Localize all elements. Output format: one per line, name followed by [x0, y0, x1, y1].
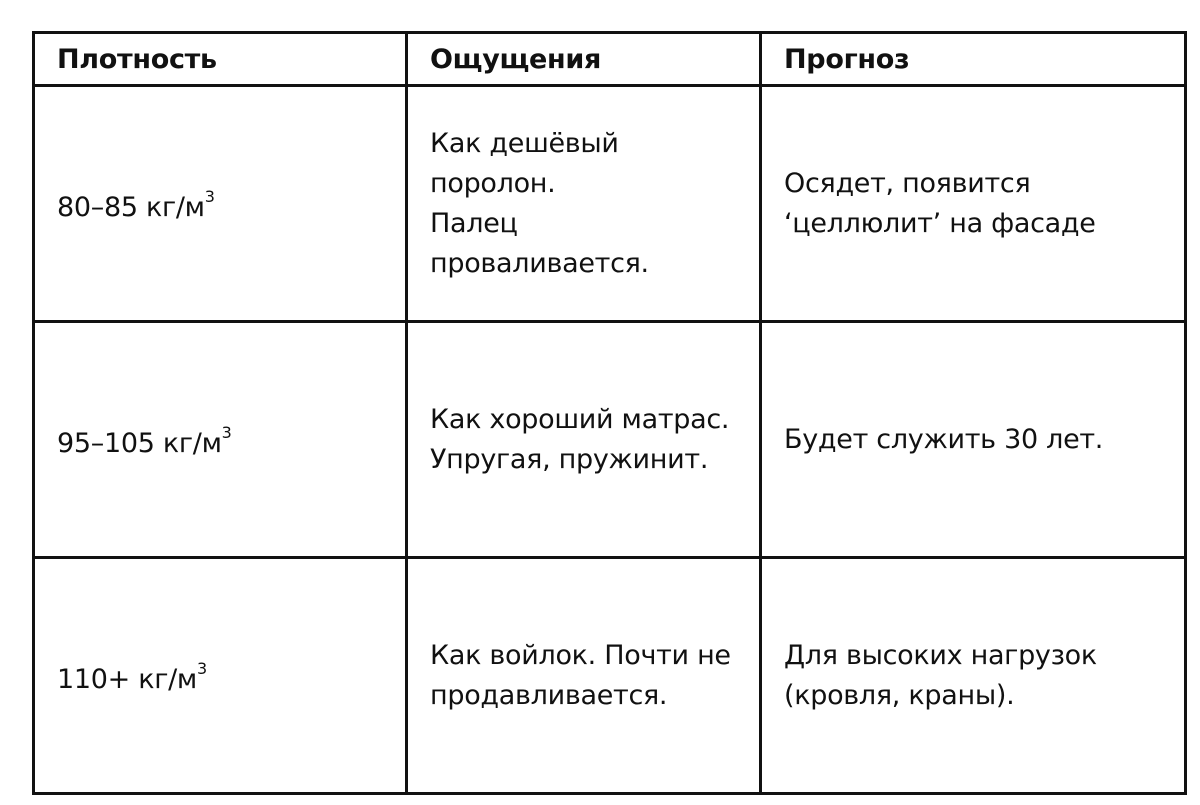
density-unit-power: 3 [221, 422, 232, 442]
forecast-cell [761, 86, 1186, 322]
density-cell [34, 86, 407, 322]
feel-text: Как хороший матрас. Упругая, пружинит. [430, 403, 730, 475]
density-cell [34, 558, 407, 794]
density-cell [34, 322, 407, 558]
density-value: 95–105 кг/м [57, 427, 222, 459]
forecast-cell [761, 322, 1186, 558]
header-forecast: Прогноз [761, 33, 1186, 86]
density-value: 80–85 кг/м [57, 191, 205, 223]
forecast-text: Для высоких нагрузок (кровля, краны). [784, 639, 1097, 711]
header-density: Плотность [34, 33, 407, 86]
density-value: 110+ кг/м [57, 663, 197, 695]
feel-cell [407, 322, 761, 558]
density-unit-power: 3 [204, 186, 215, 206]
forecast-text: Будет служить 30 лет. [784, 423, 1104, 455]
table-header-row [34, 33, 1186, 86]
table-row [34, 558, 1186, 794]
density-comparison-table [32, 31, 1187, 795]
table-row [34, 86, 1186, 322]
table-row [34, 322, 1186, 558]
feel-cell [407, 86, 761, 322]
feel-text: Как дешёвый поролон. Палец проваливается. [430, 127, 649, 279]
density-unit-power: 3 [197, 658, 207, 678]
feel-text: Как войлок. Почти не продавливается. [430, 639, 731, 711]
feel-cell [407, 558, 761, 794]
forecast-text: Осядет, появится ‘целлюлит’ на фасаде [784, 167, 1096, 239]
forecast-cell [761, 558, 1186, 794]
header-feel: Ощущения [407, 33, 761, 86]
